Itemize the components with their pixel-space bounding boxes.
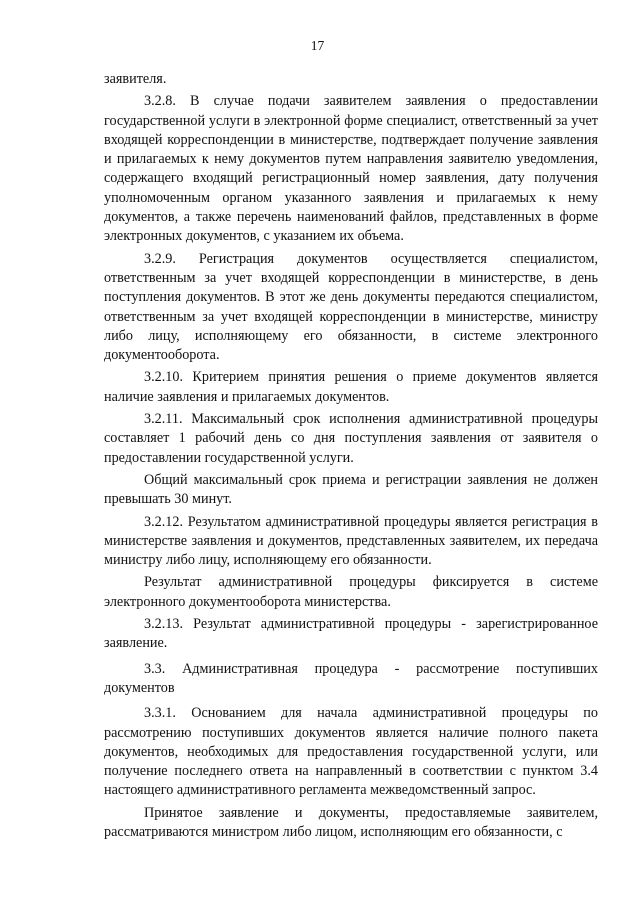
paragraph-3-2-10: 3.2.10. Критерием принятия решения о приеме документов является наличие заявления и прилагаемых документов. (104, 369, 598, 405)
paragraph-3-2-8: 3.2.8. В случае подачи заявителем заявления о предоставлении государственной услуги в электронной форме специалист, ответственный за учет входящей корреспонденции в министерстве, подтверждает получение заявления и прилагаемых к нему документов путем направления заявителю уведомления, содержащего входящий регистрационный номер заявления, дату получения уполномоченным органом указанного заявления и прилагаемых к нему документов, а также перечень наименований файлов, представленных в форме электронных документов, с указанием их объема. (104, 93, 598, 245)
paragraph-3-2-12: 3.2.12. Результатом административной процедуры является регистрация в министерстве заявления и документов, представленных заявителем, их передача министру либо лицу, исполняющему его обязанности. (104, 513, 598, 569)
paragraph-3-3-1: 3.3.1. Основанием для начала административной процедуры по рассмотрению поступивших документов является наличие полного пакета документов, необходимых для предоставления государственной услуги, или получение последнего ответа на направленный в соответствии с пунктом 3.4 настоящего административного регламента межведомственный запрос. (104, 705, 598, 799)
paragraph-3-2-13: 3.2.13. Результат административной процедуры - зарегистрированное заявление. (104, 616, 598, 652)
page-number: 17 (310, 38, 325, 53)
paragraph-general-deadline: Общий максимальный срок приема и регистрации заявления не должен превышать 30 минут. (104, 471, 598, 508)
section-heading-3-3: 3.3. Административная процедура - рассмотрение поступивших документов (104, 660, 598, 696)
paragraph-result-recorded: Результат административной процедуры фиксируется в системе электронного документооборота министерства. (104, 574, 598, 610)
paragraph-accepted-application: Принятое заявление и документы, предоставляемые заявителем, рассматриваются министром либо лицом, исполняющим его обязанности, с (104, 804, 598, 840)
paragraph-3-2-11: 3.2.11. Максимальный срок исполнения административной процедуры составляет 1 рабочий день со дня поступления заявления от заявителя о предоставлении государственной услуги. (104, 411, 598, 466)
document-body (104, 70, 598, 845)
paragraph-3-2-9: 3.2.9. Регистрация документов осуществляется специалистом, ответственным за учет входящей корреспонденции в министерстве, в день поступления документов. В этот же день документы передаются специалистом, ответственным за учет входящей корреспонденции в министерстве, министру либо лицу, исполняющему его обязанности, в системе электронного документооборота. (104, 250, 598, 364)
paragraph-continuation: заявителя. (104, 71, 167, 87)
